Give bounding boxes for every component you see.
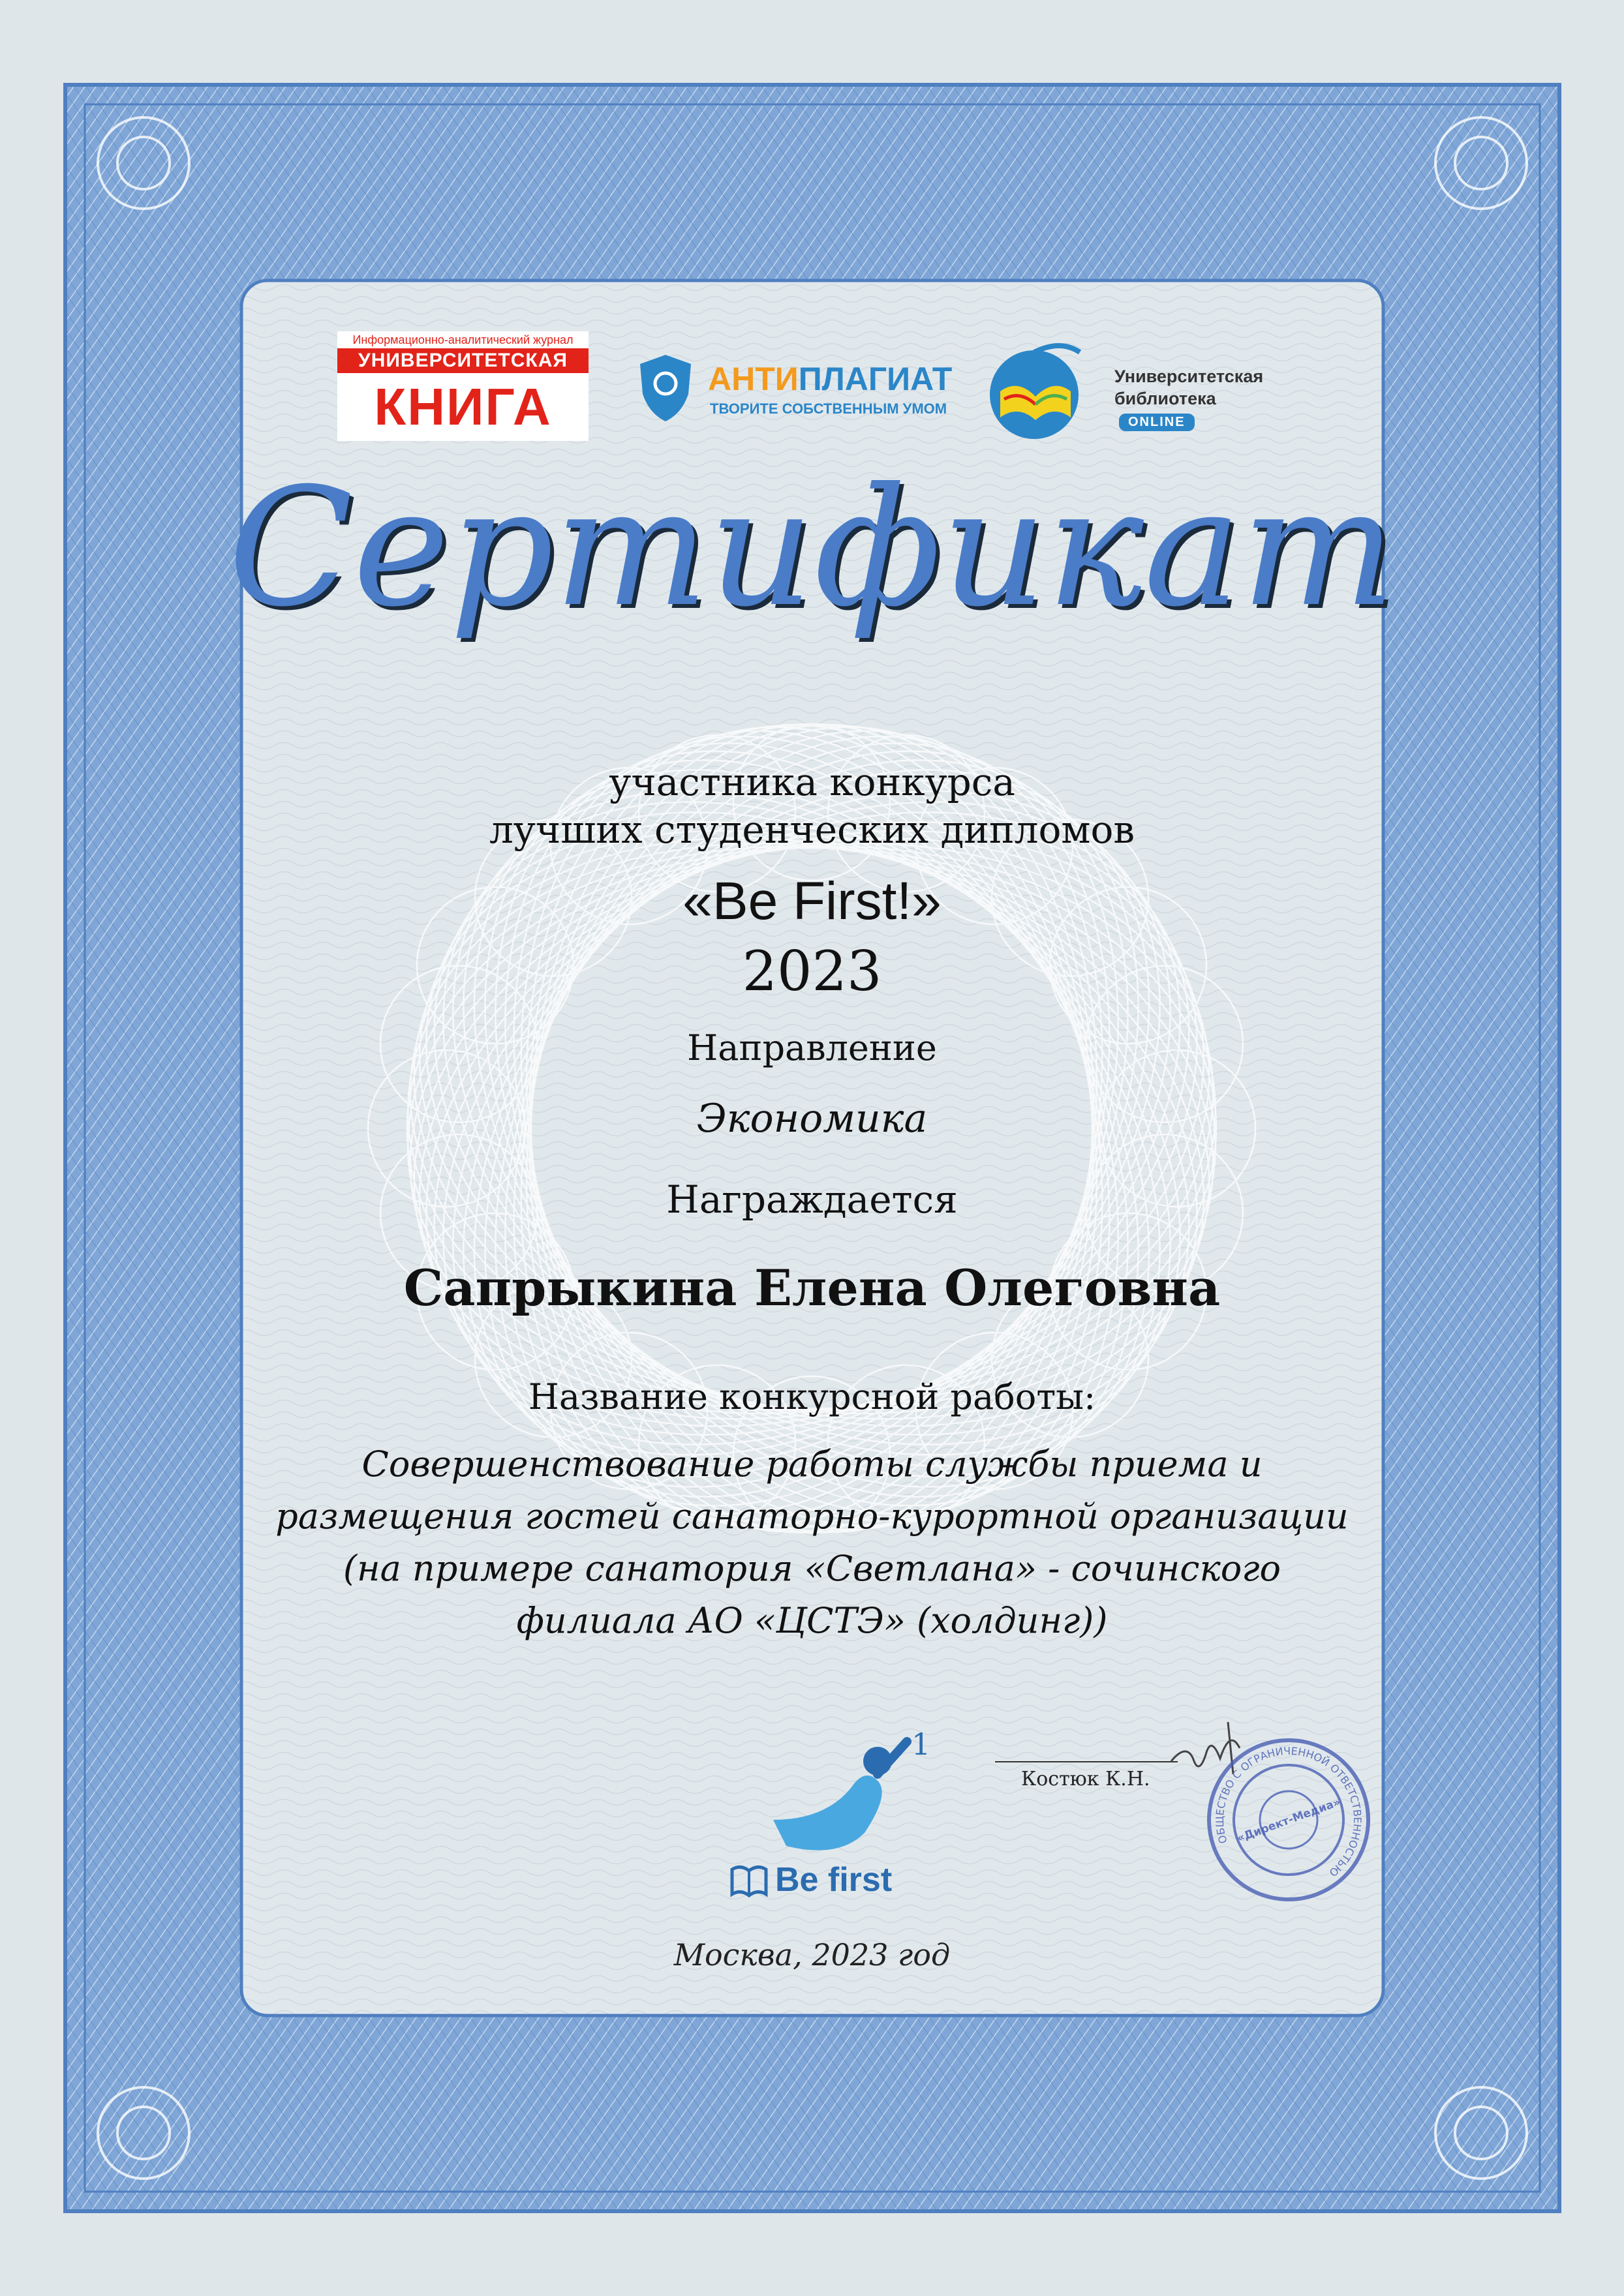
- contest-name: «Be First!»: [682, 871, 942, 931]
- work-label: Название конкурсной работы:: [528, 1376, 1096, 1417]
- library-line2: библиотека: [1114, 389, 1216, 408]
- work-title-line: размещения гостей санаторно-курортной организации: [275, 1496, 1349, 1537]
- seal-ring-text: ОБЩЕСТВО С ОГРАНИЧЕННОЙ ОТВЕТСТВЕННОСТЬЮ: [1213, 1744, 1364, 1879]
- befirst-figure-icon: [767, 1722, 936, 1859]
- signature-line: [995, 1761, 1178, 1762]
- seal-center-text: «Директ-Медиа»: [1235, 1796, 1343, 1845]
- contest-year: 2023: [742, 939, 882, 1003]
- work-title-line: филиала АО «ЦСТЭ» (холдинг)): [516, 1600, 1108, 1641]
- signer-name: Костюк К.Н.: [1021, 1768, 1150, 1790]
- antiplagiat-logo: [636, 352, 962, 437]
- recipient-name: Сапрыкина Елена Олеговна: [403, 1259, 1221, 1317]
- subtitle-line2: лучших студенческих дипломов: [489, 808, 1135, 852]
- antiplagiat-part1: АНТИ: [708, 361, 799, 397]
- kniga-line1: УНИВЕРСИТЕТСКАЯ: [337, 348, 589, 373]
- library-line1: Университетская: [1114, 367, 1264, 386]
- stamp-seal: [1204, 1735, 1373, 1905]
- direction-value: Экономика: [696, 1096, 928, 1141]
- work-title-line: Совершенствование работы службы приема и: [361, 1443, 1263, 1485]
- shield-icon: [636, 352, 695, 424]
- certificate-title: Сертификат: [228, 453, 1396, 642]
- antiplagiat-slogan: ТВОРИТЕ СОБСТВЕННЫМ УМОМ: [710, 400, 947, 417]
- befirst-name: Be first: [775, 1861, 893, 1899]
- befirst-book-icon: [729, 1862, 769, 1901]
- befirst-digit: 1: [912, 1727, 931, 1762]
- kniga-subtitle: Информационно-аналитический журнал: [337, 331, 589, 348]
- antiplagiat-part2: ПЛАГИАТ: [798, 361, 953, 397]
- kniga-line2: КНИГА: [337, 373, 589, 441]
- work-title: [0, 1438, 1624, 1647]
- open-book-icon: [982, 339, 1099, 444]
- footer-location-date: Москва, 2023 год: [673, 1937, 951, 1972]
- library-badge: ONLINE: [1119, 414, 1195, 431]
- direction-label: Направление: [687, 1027, 937, 1068]
- awarded-label: Награждается: [666, 1177, 958, 1222]
- subtitle-line1: участника конкурса: [609, 760, 1015, 804]
- kniga-logo: [337, 331, 589, 441]
- work-title-line: (на примере санатория «Светлана» - сочинского: [343, 1548, 1281, 1589]
- library-logo: [982, 333, 1295, 444]
